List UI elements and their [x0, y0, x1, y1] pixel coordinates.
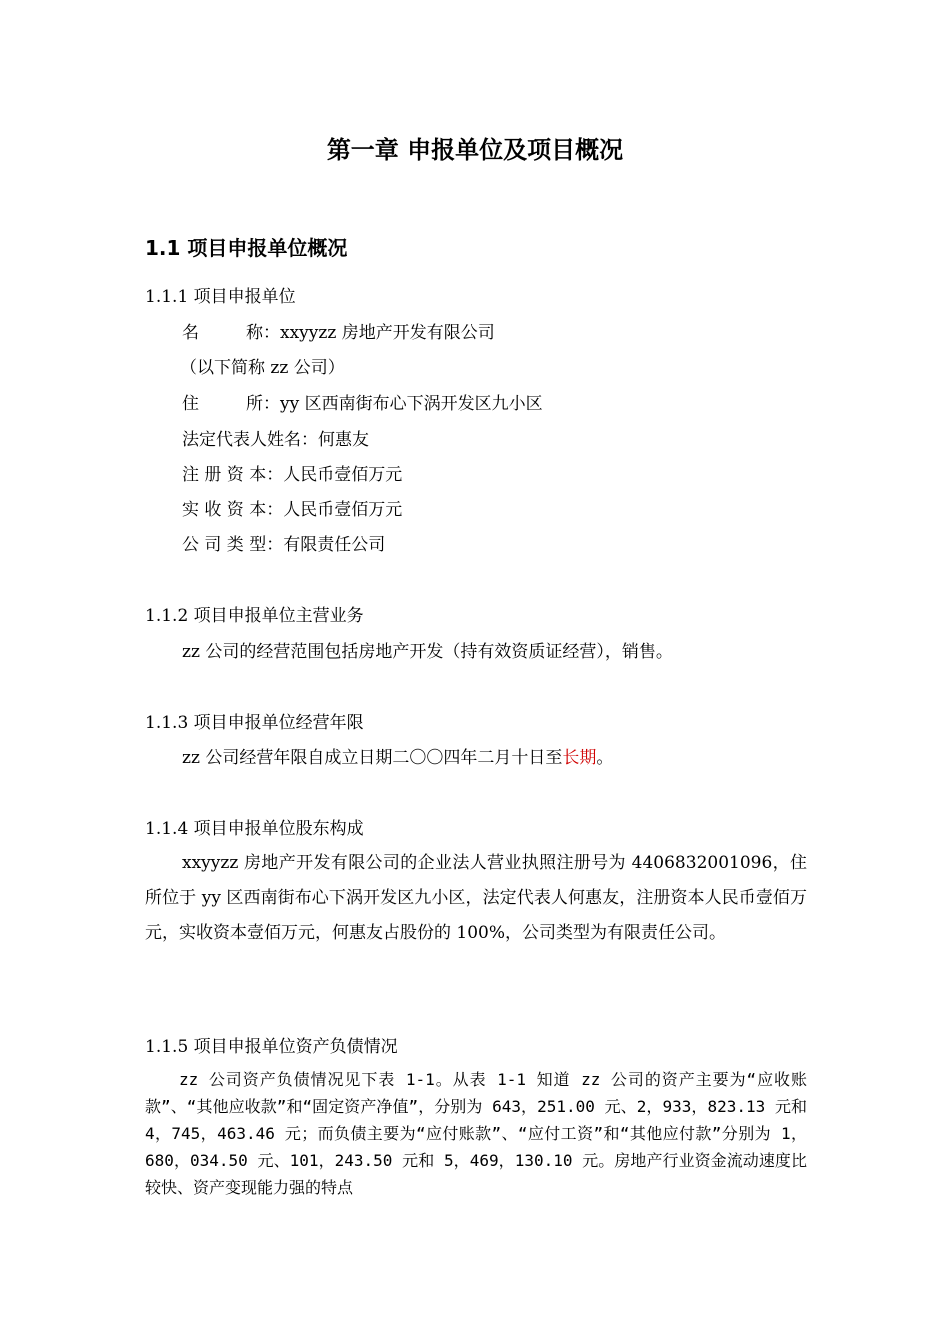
operating-term-prefix: zz 公司经营年限自成立日期二〇〇四年二月十日至 — [182, 748, 563, 768]
paid-capital-label: 实 收 资 本： — [182, 500, 284, 520]
assets-liabilities-paragraph: zz 公司资产负债情况见下表 1-1。从表 1-1 知道 zz 公司的资产主要为“应收账款”、“其他应收款”和“固定资产净值”，分别为 643，251.00 元、2，933，823.13 元和 4，745，463.46 元；而负债主要为“应付账款”、“应付工资”和“其他应付款”分别为 1，680，034.50 元、101，243.50 元和 5，469，130.10 元。房地产行业资金流动速度比较快、资产变现能力强的特点 — [145, 1070, 807, 1197]
operating-term-text — [182, 745, 613, 771]
reg-capital-label: 注 册 资 本： — [182, 465, 284, 485]
reg-capital-value: 人民币壹佰万元 — [283, 465, 403, 485]
address-line — [182, 391, 543, 417]
subsection-title-1-1-5: 1.1.5 项目申报单位资产负债情况 — [145, 1037, 398, 1057]
subsection-title-1-1-1: 1.1.1 项目申报单位 — [145, 287, 296, 307]
subsection-title-1-1-2: 1.1.2 项目申报单位主营业务 — [145, 606, 364, 626]
legal-rep-line: 法定代表人姓名：何惠友 — [182, 430, 369, 450]
paid-capital-line — [182, 497, 402, 523]
chapter-title: 第一章 申报单位及项目概况 — [326, 136, 624, 164]
address-label-b: 所： — [246, 394, 280, 414]
reg-capital-line — [182, 462, 402, 488]
company-type-label: 公 司 类 型： — [182, 535, 284, 555]
operating-term-highlight: 长期 — [562, 748, 597, 768]
name-label-a: 名 — [182, 323, 199, 343]
subsection-title-1-1-4: 1.1.4 项目申报单位股东构成 — [145, 819, 364, 839]
shareholder-paragraph: xxyyzz 房地产开发有限公司的企业法人营业执照注册号为 4406832001096，住所位于 yy 区西南街布心下涡开发区九小区，法定代表人何惠友，注册资本人民币壹佰万元，实收资本壹佰万元，何惠友占股份的 100%，公司类型为有限责任公司。 — [145, 853, 807, 943]
section-title: 1.1 项目申报单位概况 — [145, 236, 348, 260]
company-name-line — [182, 320, 495, 346]
name-label-b: 称： — [246, 323, 280, 343]
address-label-a: 住 — [182, 394, 199, 414]
operating-term-suffix: 。 — [596, 748, 614, 768]
address-value: yy 区西南街布心下涡开发区九小区 — [280, 394, 543, 414]
abbrev-line: （以下简称 zz 公司） — [180, 358, 345, 378]
paid-capital-value: 人民币壹佰万元 — [283, 500, 403, 520]
company-type-line — [182, 532, 385, 558]
company-name-value: xxyyzz 房地产开发有限公司 — [280, 323, 495, 343]
company-type-value: 有限责任公司 — [283, 535, 386, 555]
subsection-title-1-1-3: 1.1.3 项目申报单位经营年限 — [145, 713, 364, 733]
main-business-text: zz 公司的经营范围包括房地产开发（持有效资质证经营），销售。 — [182, 642, 673, 662]
